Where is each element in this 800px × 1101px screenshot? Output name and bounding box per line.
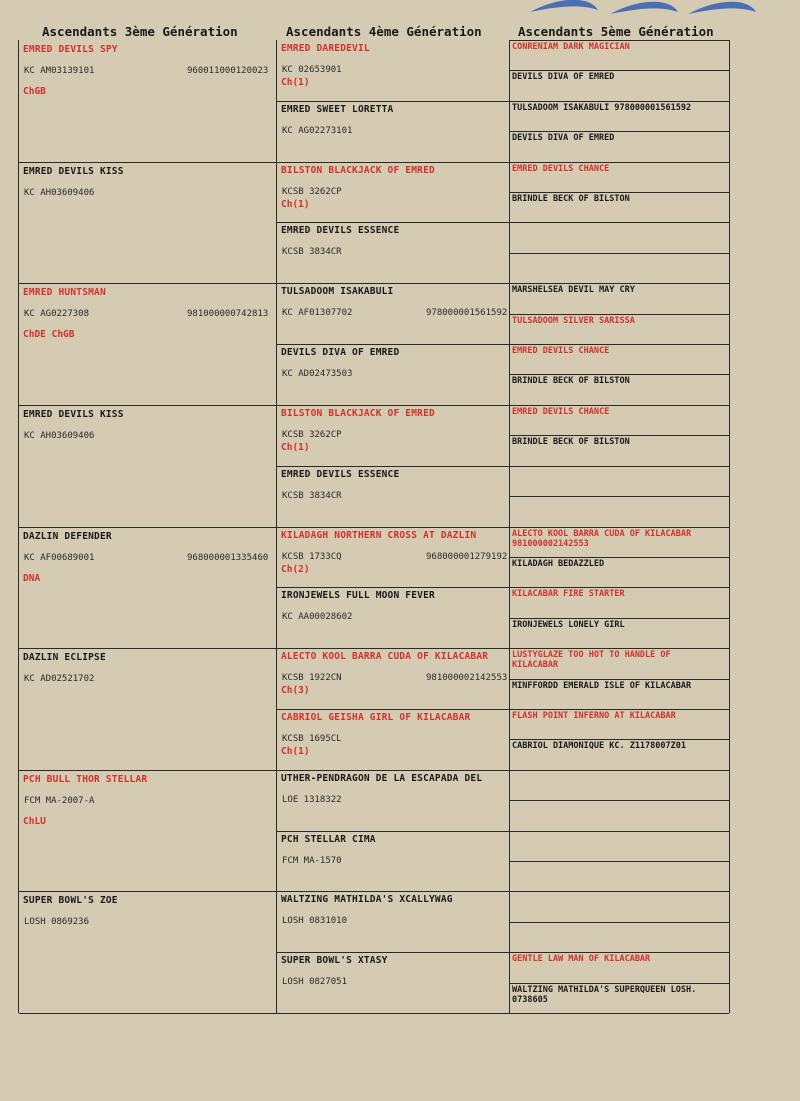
row-divider — [19, 283, 276, 284]
gen5-ancestor-cell — [512, 376, 726, 386]
ancestor-name: BRINDLE BECK OF BILSTON — [512, 376, 630, 386]
ancestor-name: PCH BULL THOR STELLAR — [23, 774, 148, 785]
gen5-ancestor-cell — [512, 620, 726, 630]
gen5-ancestor-cell — [512, 285, 726, 295]
registration-number: KC AG02273101 — [282, 126, 353, 136]
champion-title: Ch(1) — [281, 442, 310, 453]
ancestor-name-continued: 0738605 — [512, 995, 548, 1005]
gen5-ancestor-cell — [512, 681, 726, 691]
ancestor-name: KILADAGH NORTHERN CROSS AT DAZLIN — [281, 530, 477, 541]
champion-title: Ch(3) — [281, 685, 310, 696]
ancestor-name: PCH STELLAR CIMA — [281, 834, 376, 845]
registration-number: KCSB 3834CR — [282, 247, 342, 257]
row-divider — [276, 405, 509, 406]
ancestor-name: GENTLE LAW MAN OF KILACABAR — [512, 954, 651, 964]
ancestor-name: MARSHELSEA DEVIL MAY CRY — [512, 285, 635, 295]
ancestor-name: ALECTO KOOL BARRA CUDA OF KILACABAR — [281, 651, 489, 662]
gen5-ancestor-cell — [512, 194, 726, 204]
row-divider — [276, 831, 509, 832]
ancestor-name: DAZLIN DEFENDER — [23, 531, 112, 542]
ancestor-name: TULSADOOM SILVER SARISSA — [512, 316, 635, 326]
ancestor-name: DEVILS DIVA OF EMRED — [281, 347, 400, 358]
row-divider — [509, 557, 729, 558]
row-divider — [276, 466, 509, 467]
row-divider — [509, 770, 729, 771]
registration-number: KCSB 1922CN — [282, 673, 342, 683]
ancestor-name: EMRED DEVILS ESSENCE — [281, 469, 400, 480]
ancestor-name: IRONJEWELS LONELY GIRL — [512, 620, 625, 630]
row-divider — [509, 344, 729, 345]
row-divider — [509, 40, 729, 41]
row-divider — [509, 435, 729, 436]
row-divider — [19, 648, 276, 649]
gen5-ancestor-cell — [512, 42, 726, 52]
row-divider — [509, 466, 729, 467]
registration-number: KCSB 1695CL — [282, 734, 342, 744]
row-divider — [509, 587, 729, 588]
row-divider — [509, 739, 729, 740]
chip-number: 968000001335460 — [187, 553, 269, 563]
ancestor-name: MINFFORDD EMERALD ISLE OF KILACABAR — [512, 681, 692, 691]
registration-number: KC AH03609406 — [24, 188, 95, 198]
row-divider — [509, 405, 729, 406]
row-divider — [509, 131, 729, 132]
chip-number: 981000002142553 — [426, 673, 508, 683]
row-divider — [19, 770, 276, 771]
ancestor-name: FLASH POINT INFERNO AT KILACABAR — [512, 711, 676, 721]
ancestor-name: DEVILS DIVA OF EMRED — [512, 133, 615, 143]
row-divider — [509, 527, 729, 528]
ancestor-name: DEVILS DIVA OF EMRED — [512, 72, 615, 82]
ancestor-name: TULSADOOM ISAKABULI 978000001561592 — [512, 103, 692, 113]
ancestor-name: EMRED DEVILS KISS — [23, 166, 124, 177]
ancestor-name: KILADAGH BEDAZZLED — [512, 559, 605, 569]
gen5-ancestor-cell — [512, 559, 726, 569]
row-divider — [509, 283, 729, 284]
registration-number: KC AF01307702 — [282, 308, 353, 318]
header-gen4: Ascendants 4ème Génération — [286, 24, 482, 39]
pedigree-grid — [18, 40, 730, 1013]
row-divider — [276, 162, 509, 163]
ancestor-name: EMRED DEVILS SPY — [23, 44, 118, 55]
registration-number: KC 02653901 — [282, 65, 342, 75]
row-divider — [276, 222, 509, 223]
champion-title: ChLU — [23, 816, 46, 827]
logo-swoosh-icon — [520, 0, 760, 22]
ancestor-name: EMRED DEVILS CHANCE — [512, 407, 610, 417]
row-divider — [509, 101, 729, 102]
ancestor-name: KILACABAR FIRE STARTER — [512, 589, 625, 599]
row-divider — [509, 648, 729, 649]
ancestor-name: TULSADOOM ISAKABULI — [281, 286, 394, 297]
row-divider — [276, 587, 509, 588]
ancestor-name-continued: KILACABAR — [512, 660, 559, 670]
row-divider — [509, 253, 729, 254]
ancestor-name: WALTZING MATHILDA'S SUPERQUEEN LOSH. — [512, 985, 697, 995]
gen5-ancestor-cell — [512, 316, 726, 326]
row-divider — [509, 709, 729, 710]
row-divider — [19, 891, 276, 892]
header-gen3: Ascendants 3ème Génération — [42, 24, 238, 39]
registration-number: KC AA00028602 — [282, 612, 353, 622]
row-divider — [276, 283, 509, 284]
registration-number: LOSH 0827051 — [282, 977, 348, 987]
ancestor-name: EMRED DAREDEVIL — [281, 43, 370, 54]
row-divider — [276, 952, 509, 953]
ancestor-name: CABRIOL GEISHA GIRL OF KILACABAR — [281, 712, 471, 723]
champion-title: DNA — [23, 573, 41, 584]
ancestor-name: WALTZING MATHILDA'S XCALLYWAG — [281, 894, 453, 905]
registration-number: LOSH 0869236 — [24, 917, 90, 927]
row-divider — [509, 192, 729, 193]
gen5-ancestor-cell — [512, 985, 726, 1005]
registration-number: KC AH03609406 — [24, 431, 95, 441]
registration-number: KC AG0227308 — [24, 309, 90, 319]
row-divider — [19, 162, 276, 163]
ancestor-name: EMRED SWEET LORETTA — [281, 104, 394, 115]
chip-number: 960011000120023 — [187, 66, 269, 76]
ancestor-name: BRINDLE BECK OF BILSTON — [512, 194, 630, 204]
row-divider — [509, 222, 729, 223]
header-gen5: Ascendants 5ème Génération — [518, 24, 714, 39]
registration-number: KC AM03139101 — [24, 66, 95, 76]
chip-number: 981000000742813 — [187, 309, 269, 319]
row-divider — [509, 374, 729, 375]
gen5-ancestor-cell — [512, 741, 726, 751]
ancestor-name: EMRED HUNTSMAN — [23, 287, 106, 298]
gen5-ancestor-cell — [512, 164, 726, 174]
row-divider — [276, 344, 509, 345]
ancestor-name: CONRENIAM DARK MAGICIAN — [512, 42, 630, 52]
row-divider — [509, 983, 729, 984]
ancestor-name: ALECTO KOOL BARRA CUDA OF KILACABAR — [512, 529, 692, 539]
row-divider — [276, 648, 509, 649]
ancestor-name: EMRED DEVILS CHANCE — [512, 346, 610, 356]
gen5-ancestor-cell — [512, 589, 726, 599]
registration-number: FCM MA-1570 — [282, 856, 342, 866]
row-divider — [509, 861, 729, 862]
registration-number: KC AD02521702 — [24, 674, 95, 684]
row-divider — [509, 891, 729, 892]
row-divider — [276, 709, 509, 710]
ancestor-name: SUPER BOWL'S XTASY — [281, 955, 388, 966]
row-divider — [276, 527, 509, 528]
ancestor-name: EMRED DEVILS KISS — [23, 409, 124, 420]
gen5-ancestor-cell — [512, 650, 726, 670]
ancestor-name: EMRED DEVILS CHANCE — [512, 164, 610, 174]
chip-number: 968000001279192 — [426, 552, 508, 562]
ancestor-name: EMRED DEVILS ESSENCE — [281, 225, 400, 236]
ancestor-name: IRONJEWELS FULL MOON FEVER — [281, 590, 435, 601]
row-divider — [509, 831, 729, 832]
registration-number: KCSB 3834CR — [282, 491, 342, 501]
registration-number: LOE 1318322 — [282, 795, 342, 805]
ancestor-name: BILSTON BLACKJACK OF EMRED — [281, 165, 435, 176]
chip-number: 978000001561592 — [426, 308, 508, 318]
ancestor-name: BILSTON BLACKJACK OF EMRED — [281, 408, 435, 419]
gen5-ancestor-cell — [512, 133, 726, 143]
row-divider — [509, 679, 729, 680]
ancestor-name: UTHER-PENDRAGON DE LA ESCAPADA DEL — [281, 773, 483, 784]
row-divider — [276, 101, 509, 102]
champion-title: Ch(1) — [281, 199, 310, 210]
ancestor-name: SUPER BOWL'S ZOE — [23, 895, 118, 906]
row-divider — [509, 952, 729, 953]
registration-number: KC AF00689001 — [24, 553, 95, 563]
champion-title: ChDE ChGB — [23, 329, 75, 340]
gen5-ancestor-cell — [512, 72, 726, 82]
registration-number: KCSB 3262CP — [282, 187, 342, 197]
ancestor-name: DAZLIN ECLIPSE — [23, 652, 106, 663]
champion-title: Ch(2) — [281, 564, 310, 575]
row-divider — [509, 314, 729, 315]
row-divider — [276, 891, 509, 892]
gen5-ancestor-cell — [512, 529, 726, 549]
row-divider — [19, 527, 276, 528]
registration-number: KC AD02473503 — [282, 369, 353, 379]
row-divider — [509, 800, 729, 801]
gen5-ancestor-cell — [512, 407, 726, 417]
registration-number: FCM MA-2007-A — [24, 796, 95, 806]
row-divider — [19, 405, 276, 406]
ancestor-name: CABRIOL DIAMONIQUE KC. Z1178007Z01 — [512, 741, 686, 751]
champion-title: Ch(1) — [281, 77, 310, 88]
row-divider — [509, 1013, 729, 1014]
gen5-ancestor-cell — [512, 954, 726, 964]
row-divider — [276, 770, 509, 771]
champion-title: ChGB — [23, 86, 46, 97]
registration-number: KCSB 1733CQ — [282, 552, 342, 562]
row-divider — [276, 1013, 509, 1014]
row-divider — [509, 618, 729, 619]
row-divider — [509, 70, 729, 71]
row-divider — [19, 1013, 276, 1014]
ancestor-name: BRINDLE BECK OF BILSTON — [512, 437, 630, 447]
row-divider — [509, 922, 729, 923]
gen5-ancestor-cell — [512, 103, 726, 113]
registration-number: KCSB 3262CP — [282, 430, 342, 440]
ancestor-name-continued: 981000002142553 — [512, 539, 589, 549]
gen5-ancestor-cell — [512, 711, 726, 721]
gen5-ancestor-cell — [512, 437, 726, 447]
gen5-ancestor-cell — [512, 346, 726, 356]
ancestor-name: LUSTYGLAZE TOO HOT TO HANDLE OF — [512, 650, 671, 660]
row-divider — [509, 162, 729, 163]
registration-number: LOSH 0831010 — [282, 916, 348, 926]
row-divider — [509, 496, 729, 497]
champion-title: Ch(1) — [281, 746, 310, 757]
